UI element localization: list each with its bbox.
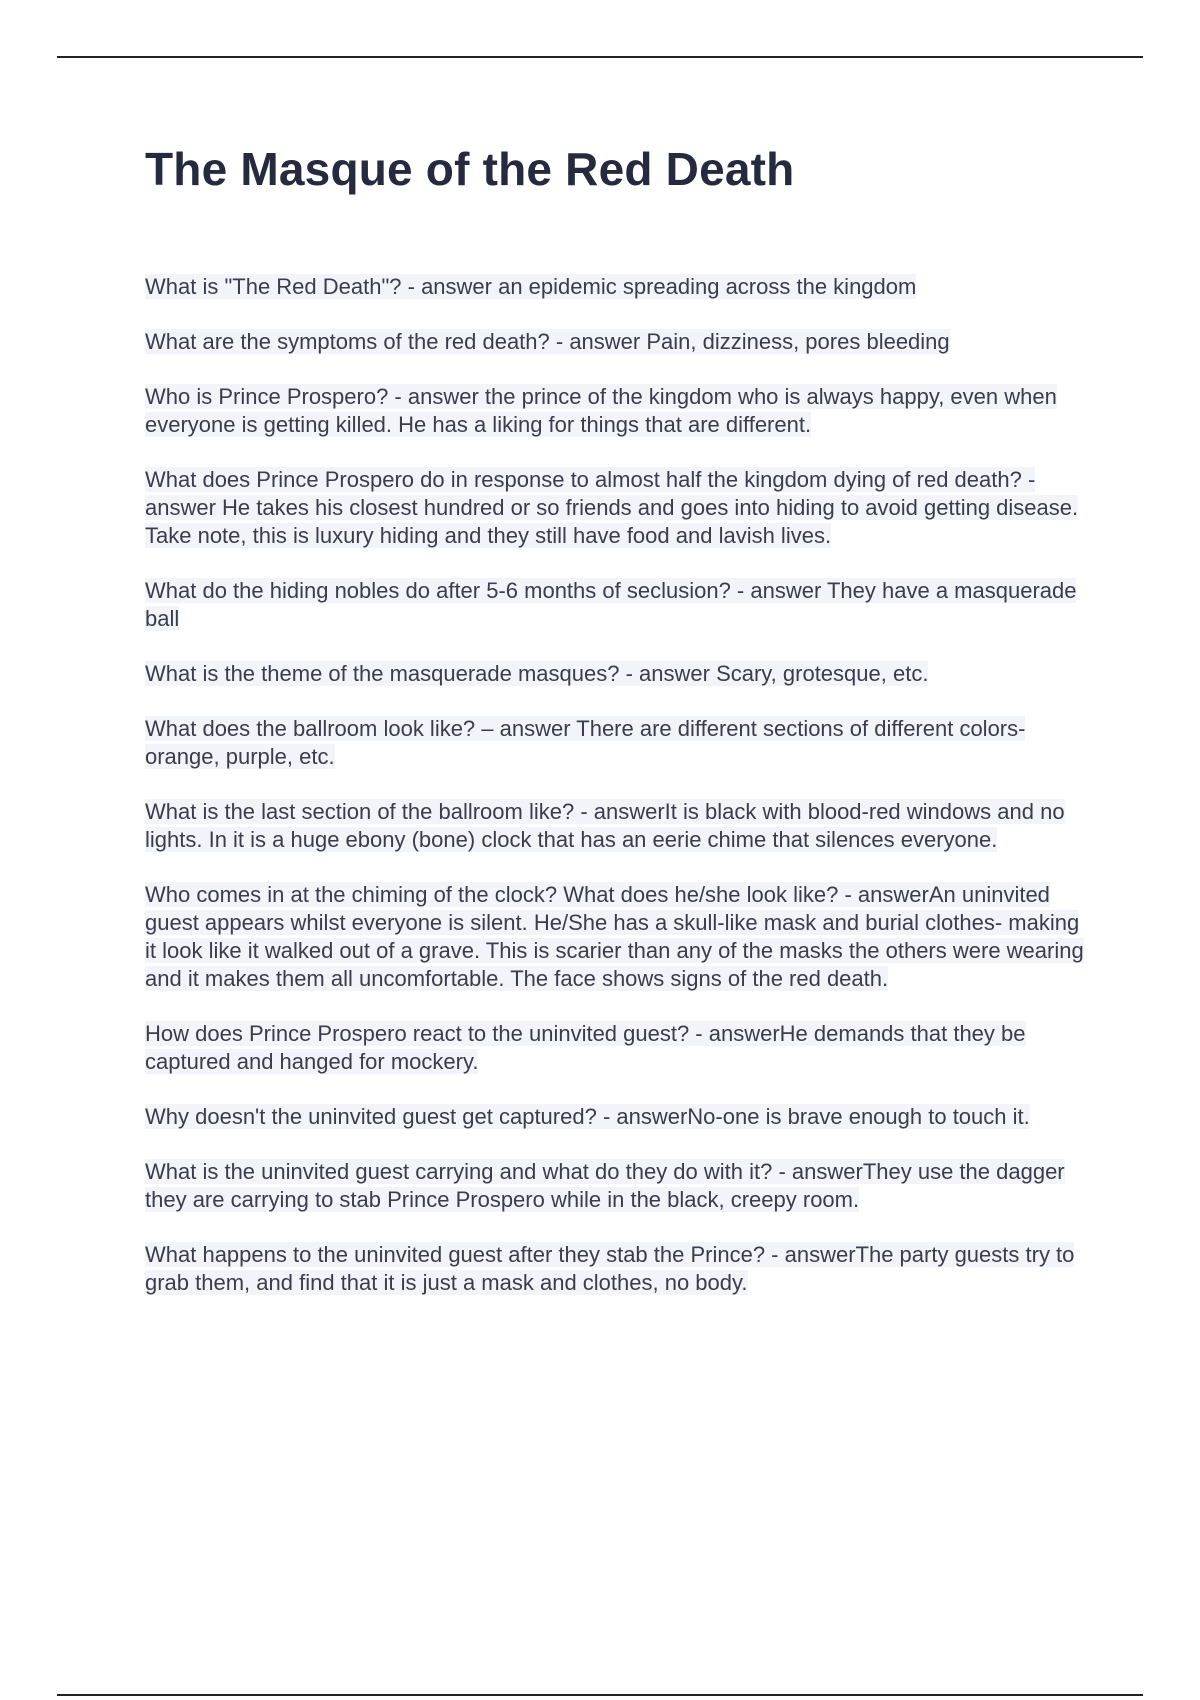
qa-item — [145, 660, 1090, 688]
qa-text: What is the theme of the masquerade masques? - answer Scary, grotesque, etc. — [145, 661, 929, 686]
qa-item — [145, 1158, 1090, 1214]
qa-item — [145, 881, 1090, 993]
document-body — [145, 140, 1090, 1324]
qa-item — [145, 798, 1090, 854]
qa-text: What is "The Red Death"? - answer an epidemic spreading across the kingdom — [145, 274, 917, 299]
qa-item — [145, 328, 1090, 356]
qa-text: Who comes in at the chiming of the clock? What does he/she look like? - answerAn uninvited guest appears whilst everyone is silent. He/She has a skull-like mask and burial clothes- making it look like it walked out of a grave. This is scarier than any of the masks the others were wearing and it makes them all uncomfortable. The face shows signs of the red death. — [145, 882, 1084, 991]
qa-item — [145, 466, 1090, 550]
qa-item — [145, 1103, 1090, 1131]
top-rule — [57, 56, 1143, 58]
qa-text: What happens to the uninvited guest after they stab the Prince? - answerThe party guests try to grab them, and find that it is just a mask and clothes, no body. — [145, 1242, 1075, 1295]
qa-item — [145, 383, 1090, 439]
qa-text: How does Prince Prospero react to the uninvited guest? - answerHe demands that they be captured and hanged for mockery. — [145, 1021, 1026, 1074]
qa-text: What are the symptoms of the red death? - answer Pain, dizziness, pores bleeding — [145, 329, 950, 354]
qa-text: What does the ballroom look like? – answer There are different sections of different colors- orange, purple, etc. — [145, 716, 1026, 769]
qa-item — [145, 715, 1090, 771]
qa-text: What do the hiding nobles do after 5-6 months of seclusion? - answer They have a masquerade ball — [145, 578, 1077, 631]
document-title: The Masque of the Red Death — [145, 143, 795, 195]
qa-item — [145, 1241, 1090, 1297]
qa-item — [145, 577, 1090, 633]
qa-list — [145, 273, 1090, 1297]
qa-text: Who is Prince Prospero? - answer the prince of the kingdom who is always happy, even when everyone is getting killed. He has a liking for things that are different. — [145, 384, 1057, 437]
qa-text: What is the uninvited guest carrying and what do they do with it? - answerThey use the dagger they are carrying to stab Prince Prospero while in the black, creepy room. — [145, 1159, 1065, 1212]
qa-text: Why doesn't the uninvited guest get captured? - answerNo-one is brave enough to touch it. — [145, 1104, 1030, 1129]
qa-text: What does Prince Prospero do in response to almost half the kingdom dying of red death? - answer He takes his closest hundred or so friends and goes into hiding to avoid getting disease. Take note, this is luxury hiding and they still have food and lavish lives. — [145, 467, 1079, 548]
qa-text: What is the last section of the ballroom like? - answerIt is black with blood-red windows and no lights. In it is a huge ebony (bone) clock that has an eerie chime that silences everyone. — [145, 799, 1065, 852]
qa-item — [145, 1020, 1090, 1076]
qa-item — [145, 273, 1090, 301]
bottom-rule — [57, 1694, 1143, 1696]
